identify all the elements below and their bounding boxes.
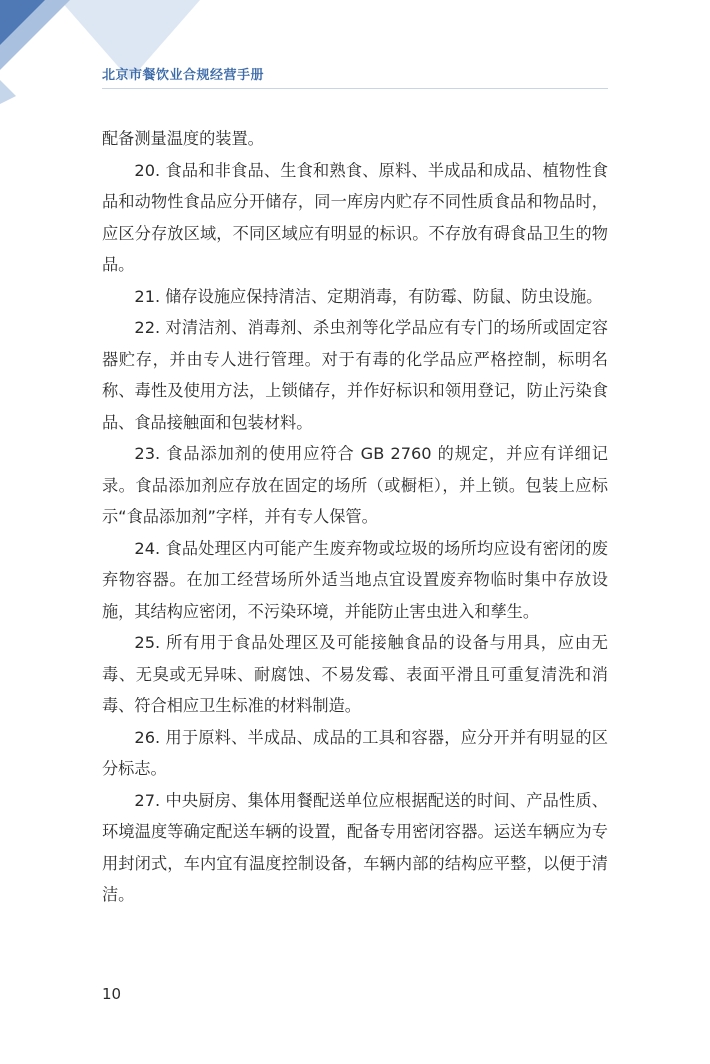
paragraph: 21. 储存设施应保持清洁、定期消毒，有防霉、防鼠、防虫设施。 — [134, 286, 603, 306]
body-text — [102, 123, 608, 911]
paragraph: 配备测量温度的装置。 — [102, 129, 264, 148]
paragraph: 25. 所有用于食品处理区及可能接触食品的设备与用具，应由无毒、无臭或无异味、耐腐蚀、不易发霉、表面平滑且可重复清洗和消毒、符合相应卫生标准的材料制造。 — [102, 633, 608, 715]
paragraph: 26. 用于原料、半成品、成品的工具和容器，应分开并有明显的区分标志。 — [102, 727, 608, 778]
running-header: 北京市餐饮业合规经营手册 — [102, 68, 265, 83]
paragraph: 22. 对清洁剂、消毒剂、杀虫剂等化学品应有专门的场所或固定容器贮存，并由专人进行管理。对于有毒的化学品应严格控制，标明名称、毒性及使用方法，上锁储存，并作好标识和领用登记，防止污染食品、食品接触面和包装材料。 — [102, 318, 608, 432]
paragraph: 24. 食品处理区内可能产生废弃物或垃圾的场所均应设有密闭的废弃物容器。在加工经营场所外适当地点宜设置废弃物临时集中存放设施，其结构应密闭，不污染环境，并能防止害虫进入和孳生。 — [102, 538, 608, 621]
deco-diamond-small — [0, 80, 16, 104]
header-divider — [102, 88, 608, 89]
corner-decoration — [0, 0, 230, 110]
paragraph: 20. 食品和非食品、生食和熟食、原料、半成品和成品、植物性食品和动物性食品应分开储存，同一库房内贮存不同性质食品和物品时，应区分存放区域，不同区域应有明显的标识。不存放有碍食品卫生的物品。 — [102, 160, 608, 274]
paragraph: 23. 食品添加剂的使用应符合 GB 2760 的规定，并应有详细记录。食品添加剂应存放在固定的场所（或橱柜），并上锁。包装上应标示“食品添加剂”字样，并有专人保管。 — [102, 444, 608, 526]
page-number: 10 — [102, 985, 122, 1003]
paragraph: 27. 中央厨房、集体用餐配送单位应根据配送的时间、产品性质、环境温度等确定配送车辆的设置，配备专用密闭容器。运送车辆应为专用封闭式，车内宜有温度控制设备，车辆内部的结构应平整，以便于清洁。 — [102, 790, 608, 904]
